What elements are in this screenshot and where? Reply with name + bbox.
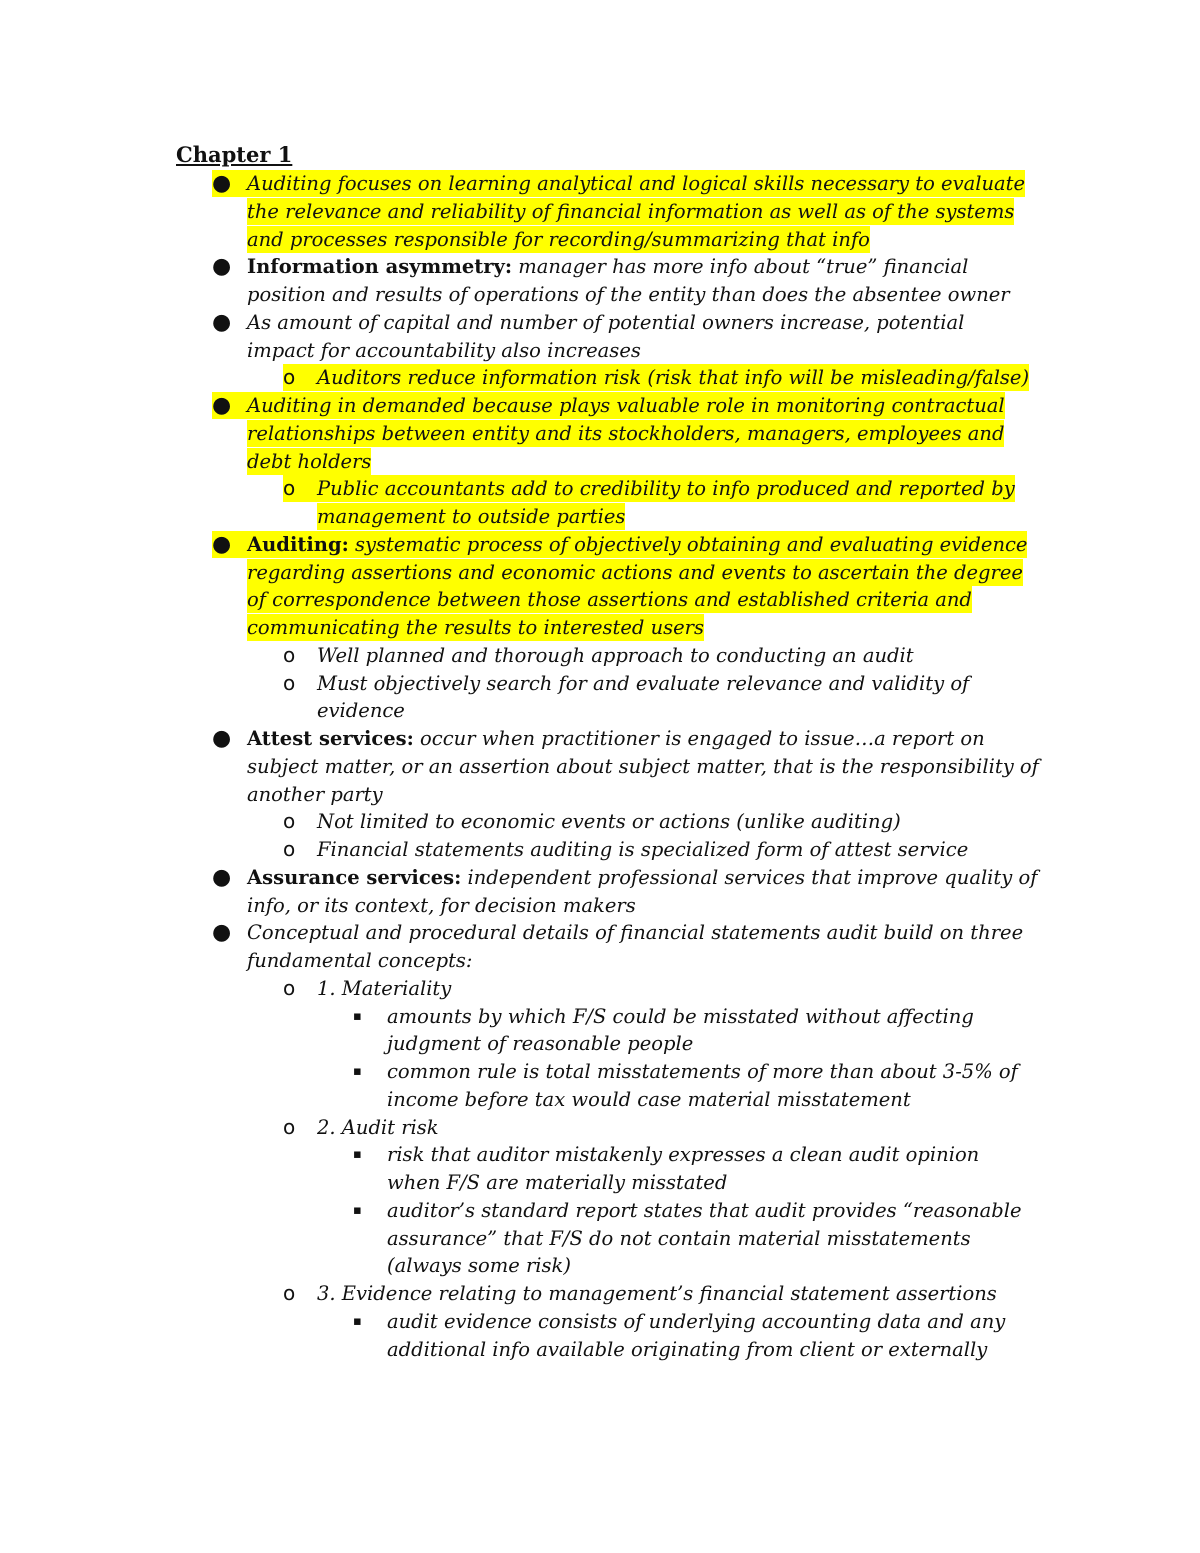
- term-label: Attest services:: [247, 727, 414, 750]
- line-text: evidence: [317, 699, 405, 723]
- outline-line: [247, 392, 1005, 419]
- circle-bullet-icon: o: [283, 1281, 296, 1305]
- outline-line: [317, 364, 1029, 391]
- line-text: regarding assertions and economic actions and events to ascertain the degree: [247, 560, 1023, 584]
- line-text: independent professional services that improve quality of: [467, 865, 1038, 889]
- outline-line: [317, 670, 969, 697]
- outline-line: [387, 1252, 571, 1279]
- bullet-icon: ●: [212, 170, 247, 197]
- line-text: judgment of reasonable people: [387, 1032, 694, 1056]
- outline-line: [387, 1225, 971, 1252]
- term-label: Assurance services:: [247, 865, 462, 889]
- line-text: Conceptual and procedural details of financial statements audit build on three: [247, 921, 1024, 945]
- circle-bullet-icon: o: [283, 837, 296, 861]
- outline-line: [247, 420, 1004, 447]
- outline-line: [247, 864, 1037, 891]
- outline-line: [387, 1086, 911, 1113]
- line-text: 3. Evidence relating to management’s financial statement assertions: [317, 1282, 997, 1305]
- outline-line: [247, 781, 383, 808]
- line-text: audit evidence consists of underlying accounting data and any: [387, 1309, 1006, 1333]
- line-text: systematic process of objectively obtaining and evaluating evidence: [354, 532, 1028, 556]
- line-text: and processes responsible for recording/summarizing that info: [247, 227, 870, 251]
- term-label: Information asymmetry:: [247, 255, 513, 279]
- bullet-icon: ●: [212, 254, 232, 280]
- outline-line: [247, 947, 473, 974]
- square-bullet-icon: ▪: [353, 1147, 362, 1163]
- line-text: impact for accountability also increases: [247, 338, 641, 362]
- outline-line: [247, 226, 870, 253]
- outline-line: [247, 448, 371, 475]
- outline-line: [247, 337, 641, 364]
- line-text: communicating the results to interested users: [247, 616, 705, 639]
- outline-line: [247, 559, 1023, 586]
- bullet-icon: ●: [212, 726, 232, 751]
- line-text: occur when practitioner is engaged to issue…a report on: [420, 727, 985, 750]
- bullet-icon: ●: [212, 864, 232, 890]
- line-text: Auditing focuses on learning analytical and logical skills necessary to evaluate: [247, 172, 1026, 195]
- line-text: amounts by which F/S could be misstated without affecting: [387, 1004, 974, 1028]
- line-text: position and results of operations of the entity than does the absentee owner: [247, 283, 1010, 306]
- outline-line: [247, 531, 1027, 558]
- circle-bullet-icon: o: [283, 642, 296, 667]
- line-text: Must objectively search for and evaluate relevance and validity of: [317, 671, 970, 695]
- outline-line: [247, 281, 1010, 308]
- line-text: (always some risk): [387, 1254, 571, 1278]
- outline-line: [387, 1169, 727, 1196]
- line-text: subject matter, or an assertion about subject matter, that is the responsibility of: [247, 754, 1039, 778]
- outline-line: [317, 1114, 439, 1141]
- line-text: income before tax would case material misstatement: [387, 1087, 911, 1111]
- line-text: Auditors reduce information risk (risk that info will be misleading/false): [317, 366, 1030, 390]
- circle-bullet-icon: o: [283, 670, 296, 695]
- outline-line: [317, 836, 968, 863]
- outline-line: [247, 586, 972, 613]
- line-text: info, or its context, for decision makers: [247, 893, 636, 917]
- outline-line: [317, 475, 1015, 502]
- outline-line: [387, 1003, 974, 1030]
- outline-line: [387, 1141, 979, 1168]
- line-text: Auditing in demanded because plays valuable role in monitoring contractual: [247, 394, 1005, 417]
- bullet-icon: ●: [212, 309, 232, 335]
- outline-line: [247, 753, 1039, 780]
- outline-line: [387, 1308, 1005, 1335]
- chapter-title: Chapter 1: [176, 142, 293, 167]
- outline-line: [317, 808, 901, 835]
- circle-bullet-icon: o: [283, 475, 317, 502]
- line-text: common rule is total misstatements of more than about 3-5% of: [387, 1060, 1018, 1083]
- line-text: when F/S are materially misstated: [387, 1171, 728, 1194]
- line-text: management to outside parties: [317, 505, 626, 528]
- bullet-icon: ●: [212, 920, 232, 946]
- line-text: debt holders: [247, 449, 372, 473]
- term-label: Auditing:: [247, 532, 349, 556]
- outline-line: [247, 198, 1014, 225]
- circle-bullet-icon: o: [283, 1114, 296, 1139]
- outline-line: [247, 309, 964, 336]
- line-text: of correspondence between those assertions and established criteria and: [247, 588, 972, 612]
- outline-line: [247, 892, 636, 919]
- outline-line: [247, 614, 704, 641]
- line-text: relationships between entity and its stockholders, managers, employees and: [247, 421, 1005, 445]
- line-text: auditor’s standard report states that audit provides “reasonable: [387, 1198, 1022, 1222]
- outline-line: [247, 170, 1025, 197]
- outline-line: [317, 1280, 997, 1307]
- line-text: assurance” that F/S do not contain material misstatements: [387, 1226, 971, 1250]
- square-bullet-icon: ▪: [353, 1008, 362, 1024]
- outline-line: [317, 503, 625, 530]
- circle-bullet-icon: o: [283, 364, 317, 391]
- circle-bullet-icon: o: [283, 975, 296, 1000]
- outline-line: [317, 642, 914, 669]
- outline-line: [317, 697, 405, 724]
- bullet-icon: ●: [212, 392, 247, 419]
- outline-line: [247, 253, 968, 280]
- line-text: another party: [247, 782, 383, 806]
- line-text: Financial statements auditing is specialized form of attest service: [317, 838, 969, 861]
- line-text: 2. Audit risk: [317, 1115, 439, 1139]
- square-bullet-icon: ▪: [353, 1202, 362, 1218]
- circle-bullet-icon: o: [283, 809, 296, 834]
- line-text: Public accountants add to credibility to info produced and reported by: [317, 477, 1015, 501]
- line-text: risk that auditor mistakenly expresses a clean audit opinion: [387, 1143, 980, 1167]
- outline-line: [387, 1058, 1018, 1085]
- line-text: Not limited to economic events or actions (unlike auditing): [317, 810, 901, 834]
- outline-line: [387, 1336, 987, 1363]
- line-text: Well planned and thorough approach to conducting an audit: [317, 643, 914, 667]
- outline-line: [387, 1030, 693, 1057]
- outline-line: [387, 1197, 1022, 1224]
- square-bullet-icon: ▪: [353, 1064, 362, 1079]
- line-text: As amount of capital and number of potential owners increase, potential: [247, 310, 965, 334]
- outline-line: [247, 919, 1023, 946]
- line-text: the relevance and reliability of financial information as well as of the systems: [247, 199, 1015, 223]
- line-text: fundamental concepts:: [247, 949, 473, 972]
- bullet-icon: ●: [212, 531, 247, 558]
- square-bullet-icon: ▪: [353, 1313, 362, 1329]
- line-text: manager has more info about “true” financial: [518, 255, 969, 279]
- line-text: additional info available originating from client or externally: [387, 1337, 988, 1361]
- outline-line: [317, 975, 451, 1002]
- line-text: 1. Materiality: [317, 976, 452, 1000]
- outline-line: [247, 725, 985, 752]
